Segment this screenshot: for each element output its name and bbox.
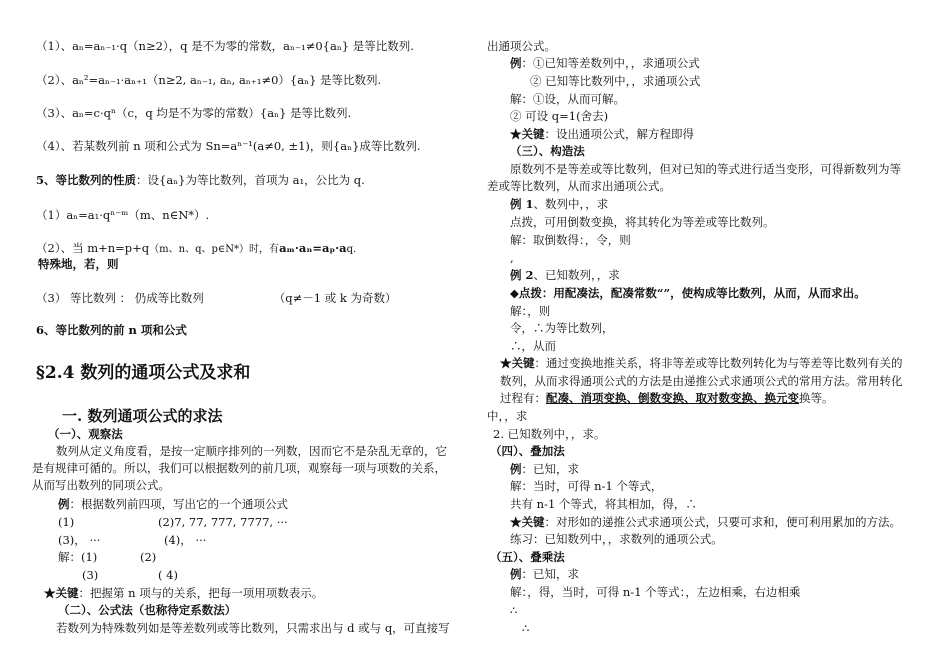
r-line-21-c: 换等。 [799, 391, 834, 405]
r-example-3 [510, 461, 579, 477]
r-key-3-label: ★关键 [510, 515, 545, 529]
property-5-2-a: （2）、当 m+n=p+q [36, 241, 150, 255]
section-6-heading: 6、等比数列的前 n 项和公式 [36, 323, 187, 337]
r-line-21 [500, 390, 834, 406]
r-example-1-text: 、数列中，，求 [533, 197, 609, 211]
r-line-21-b: 配凑、消项变换、倒数变换、取对数变换、换元变 [546, 391, 799, 405]
example-1-text: ：根据数列前四项，写出它的一个通项公式 [69, 497, 288, 511]
r-line-5: ② 可设 q=1(舍去) [510, 109, 609, 123]
r-line-13: , [510, 251, 514, 265]
r-line-16: 解：，则 [510, 304, 551, 318]
r-line-32: 解：，得，当时，可得 n-1 个等式：，左边相乘，右边相乘 [510, 585, 801, 599]
r-key-2 [500, 355, 903, 371]
r-example [510, 55, 700, 71]
r-example-2 [510, 267, 620, 283]
subsection-observation: （一）、观察法 [48, 427, 123, 441]
solution-3: (3) [82, 568, 99, 582]
property-5-1: （1）aₙ=a₁·qⁿ⁻ᵐ（m、n∈N*）. [36, 208, 210, 222]
property-5-3-b: （q≠－1 或 k 为奇数） [273, 291, 397, 305]
r-example-4-label: 例 [510, 567, 522, 581]
r-key-1 [510, 126, 694, 142]
key-point-1-label: ★关键 [44, 586, 79, 600]
r-key-3-text: ：对形如的递推公式求通项公式，只要可求和，便可利用累加的方法。 [544, 515, 901, 529]
r-line-18: ∴，从而 [510, 339, 556, 353]
r-key-1-text: ：设出通项公式，解方程即得 [544, 127, 694, 141]
exercise-4: (4)， ··· [164, 533, 207, 547]
subsection-construction: （三）、构造法 [510, 144, 585, 158]
key-point-1-text: ：把握第 n 项与的关系，把每一项用项数表示。 [78, 586, 324, 600]
section-1-title: 一. 数列通项公式的求法 [62, 407, 223, 425]
r-line-26: 解：当时，可得 n-1 个等式， [510, 479, 663, 493]
property-line-4: （4）、若某数列前 n 项和公式为 Sn=aⁿ⁻¹(a≠0, ±1)，则{aₙ}成等比数列. [36, 139, 421, 153]
r-example-1-label: 例 1 [510, 197, 534, 211]
r-line-9: 差或等比数列，从而求出通项公式。 [487, 179, 671, 193]
paragraph-2: 若数列为特殊数列如是等差数列或等比数列，只需求出与 d 或与 q，可直接写 [56, 621, 450, 635]
property-5-3 [36, 290, 397, 306]
section-5-heading: 5、等比数列的性质 [36, 173, 137, 187]
example-1 [58, 496, 288, 512]
property-line-2: （2）、aₙ²=aₙ₋₁·aₙ₊₁（n≥2, aₙ₋₁, aₙ, aₙ₊₁≠0）{aₙ} 是等比数列. [36, 73, 382, 87]
r-example-text: ：①已知等差数列中，，求通项公式 [521, 56, 700, 70]
r-line-3: ② 已知等比数列中，，求通项公式 [530, 74, 701, 88]
chapter-title: §2.4 数列的通项公式及求和 [36, 363, 251, 383]
exercise-1: (1) [58, 515, 75, 529]
r-key-2-label: ★关键 [500, 356, 535, 370]
r-example-label: 例 [510, 56, 522, 70]
r-key-2-text: ：通过变换地推关系，将非等差或等比数列转化为与等差等比数列有关的 [534, 356, 903, 370]
r-example-4-text: ：已知，求 [521, 567, 579, 581]
section-5-text: ：设{aₙ}为等比数列，首项为 a₁，公比为 q. [136, 173, 365, 187]
solution-1: 解：(1) [58, 550, 98, 564]
property-5-3-a: （3） 等比数列 ： 仍成等比数列 [36, 291, 204, 305]
r-example-3-text: ：已知，求 [521, 462, 579, 476]
r-line-27: 共有 n-1 个等式，将其相加，得，∴ [510, 497, 697, 511]
property-line-1: （1）、aₙ=aₙ₋₁·q（n≥2），q 是不为零的常数，aₙ₋₁≠0{aₙ} 是等比数列. [36, 39, 414, 53]
property-5-2-d: q. [346, 244, 357, 255]
r-example-3-label: 例 [510, 462, 522, 476]
r-example-4 [510, 566, 579, 582]
r-line-20: 数列，从而求得通项公式的方法是由递推公式求通项公式的常用方法。常用转化 [500, 374, 903, 388]
key-point-1 [44, 585, 323, 601]
r-line-12: 解：取倒数得：，令，则 [510, 233, 631, 247]
r-line-4: 解：①设，从而可解。 [510, 92, 625, 106]
solution-4: ( 4) [158, 568, 178, 582]
subsection-accumulate: （四）、叠加法 [490, 444, 565, 458]
paragraph-1c: 从而写出数列的同项公式。 [32, 478, 170, 492]
r-therefore-1: ∴ [510, 603, 518, 617]
subsection-formula: （二）、公式法（也称待定系数法） [58, 603, 237, 617]
r-line-17: 令，∴为等比数列， [510, 321, 614, 335]
property-line-3: （3）、aₙ=c·qⁿ（c，q 均是不为零的常数）{aₙ} 是等比数列. [36, 106, 352, 120]
r-line-8: 原数列不是等差或等比数列，但对已知的等式进行适当变形，可得新数列为等 [510, 162, 901, 176]
r-example-2-text: 、已知数列，，求 [533, 268, 620, 282]
r-therefore-2: ∴ [522, 621, 530, 635]
r-line-22: 中，，求 [487, 409, 528, 423]
r-line-1: 出通项公式。 [487, 39, 556, 53]
r-example-2-label: 例 2 [510, 268, 534, 282]
r-key-3 [510, 514, 901, 530]
r-line-21-a: 过程有： [500, 391, 546, 405]
example-1-label: 例 [58, 497, 70, 511]
r-line-11: 点拨，可用倒数变换，将其转化为等差或等比数列。 [510, 215, 775, 229]
r-key-1-label: ★关键 [510, 127, 545, 141]
subsection-multiply: （五）、叠乘法 [490, 550, 565, 564]
r-hint: ◆点拨：用配凑法，配凑常数“”，使构成等比数列，从而，从而求出。 [510, 286, 866, 300]
paragraph-1b: 是有规律可循的。所以，我们可以根据数列的前几项，观察每一项与项数的关系， [32, 461, 446, 475]
section-5-line [36, 172, 365, 188]
special-case: 特殊地，若，则 [38, 257, 119, 271]
property-5-2-c: aₘ·aₙ=aₚ·a [279, 241, 347, 255]
solution-2: (2) [140, 550, 157, 564]
exercise-2: (2)7, 77, 777, 7777, ··· [158, 515, 288, 529]
r-line-23: 2. 已知数列中，，求。 [493, 427, 606, 441]
property-5-2-b: （m、n、q、p∈N*）时，有 [149, 244, 280, 255]
paragraph-1a: 数列从定义角度看，是按一定顺序排列的一列数，因而它不是杂乱无章的，它 [56, 444, 447, 458]
r-practice: 练习：已知数列中，，求数列的通项公式。 [510, 532, 723, 546]
exercise-3: (3)， ··· [58, 533, 101, 547]
r-example-1 [510, 196, 608, 212]
